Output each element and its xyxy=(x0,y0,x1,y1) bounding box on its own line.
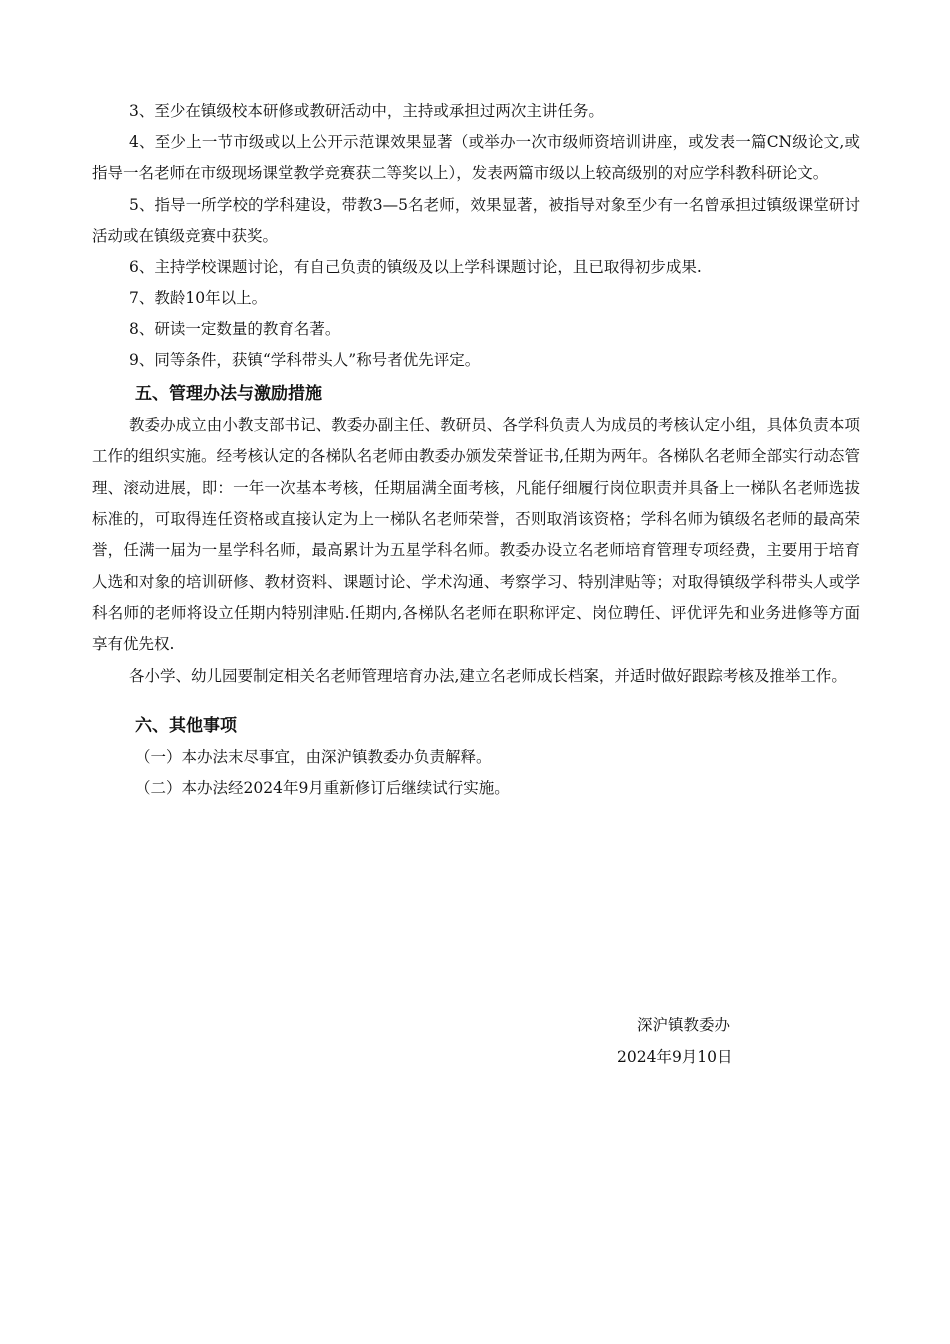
requirement-item-5: 5、指导一所学校的学科建设，带教3—5名老师，效果显著，被指导对象至少有一名曾承担过镇级课堂研讨活动或在镇级竞赛中获奖。 xyxy=(92,195,860,245)
section-6-item-1: （一）本办法末尽事宜，由深沪镇教委办负责解释。 xyxy=(135,747,492,766)
section-5-paragraph-2: 各小学、幼儿园要制定相关名老师管理培育办法,建立名老师成长档案，并适时做好跟踪考核及推举工作。 xyxy=(129,666,847,685)
requirement-item-7: 7、教龄10年以上。 xyxy=(129,289,268,308)
requirement-item-6: 6、主持学校课题讨论，有自己负责的镇级及以上学科课题讨论，且已取得初步成果. xyxy=(129,258,702,277)
requirement-item-8: 8、研读一定数量的教育名著。 xyxy=(129,320,341,339)
signature-organization: 深沪镇教委办 xyxy=(637,1016,731,1034)
spacer xyxy=(92,692,860,708)
section-6-heading: 六、其他事项 xyxy=(135,715,237,736)
section-6-item-2: （二）本办法经2024年9月重新修订后继续试行实施。 xyxy=(135,778,510,797)
requirement-item-3: 3、至少在镇级校本研修或教研活动中，主持或承担过两次主讲任务。 xyxy=(129,102,604,120)
signature-date: 2024年9月10日 xyxy=(617,1048,733,1066)
document-body xyxy=(92,96,860,804)
section-5-heading: 五、管理办法与激励措施 xyxy=(135,384,322,405)
requirement-item-4: 4、至少上一节市级或以上公开示范课效果显著（或举办一次市级师资培训讲座，或发表一篇CN级论文,或指导一名老师在市级现场课堂教学竞赛获二等奖以上），发表两篇市级以上较高级别的对应学科教科研论文。 xyxy=(92,133,860,183)
requirement-item-9: 9、同等条件，获镇“学科带头人”称号者优先评定。 xyxy=(129,351,481,370)
section-5-paragraph-1: 教委办成立由小教支部书记、教委办副主任、教研员、各学科负责人为成员的考核认定小组，具体负责本项工作的组织实施。经考核认定的各梯队名老师由教委办颁发荣誉证书,任期为两年。各梯队名老师全部实行动态管理、滚动进展，即：一年一次基本考核，任期届满全面考核，凡能仔细履行岗位职责并具备上一梯队名老师选拔标准的，可取得连任资格或直接认定为上一梯队名老师荣誉，否则取消该资格；学科名师为镇级名老师的最高荣誉，任满一届为一星学科名师，最高累计为五星学科名师。教委办设立名老师培育管理专项经费，主要用于培育人选和对象的培训研修、教材资料、课题讨论、学术沟通、考察学习、特别津贴等；对取得镇级学科带头人或学科名师的老师将设立任期内特别津贴.任期内,各梯队名老师在职称评定、岗位聘任、评优评先和业务进修等方面享有优先权. xyxy=(92,416,860,654)
